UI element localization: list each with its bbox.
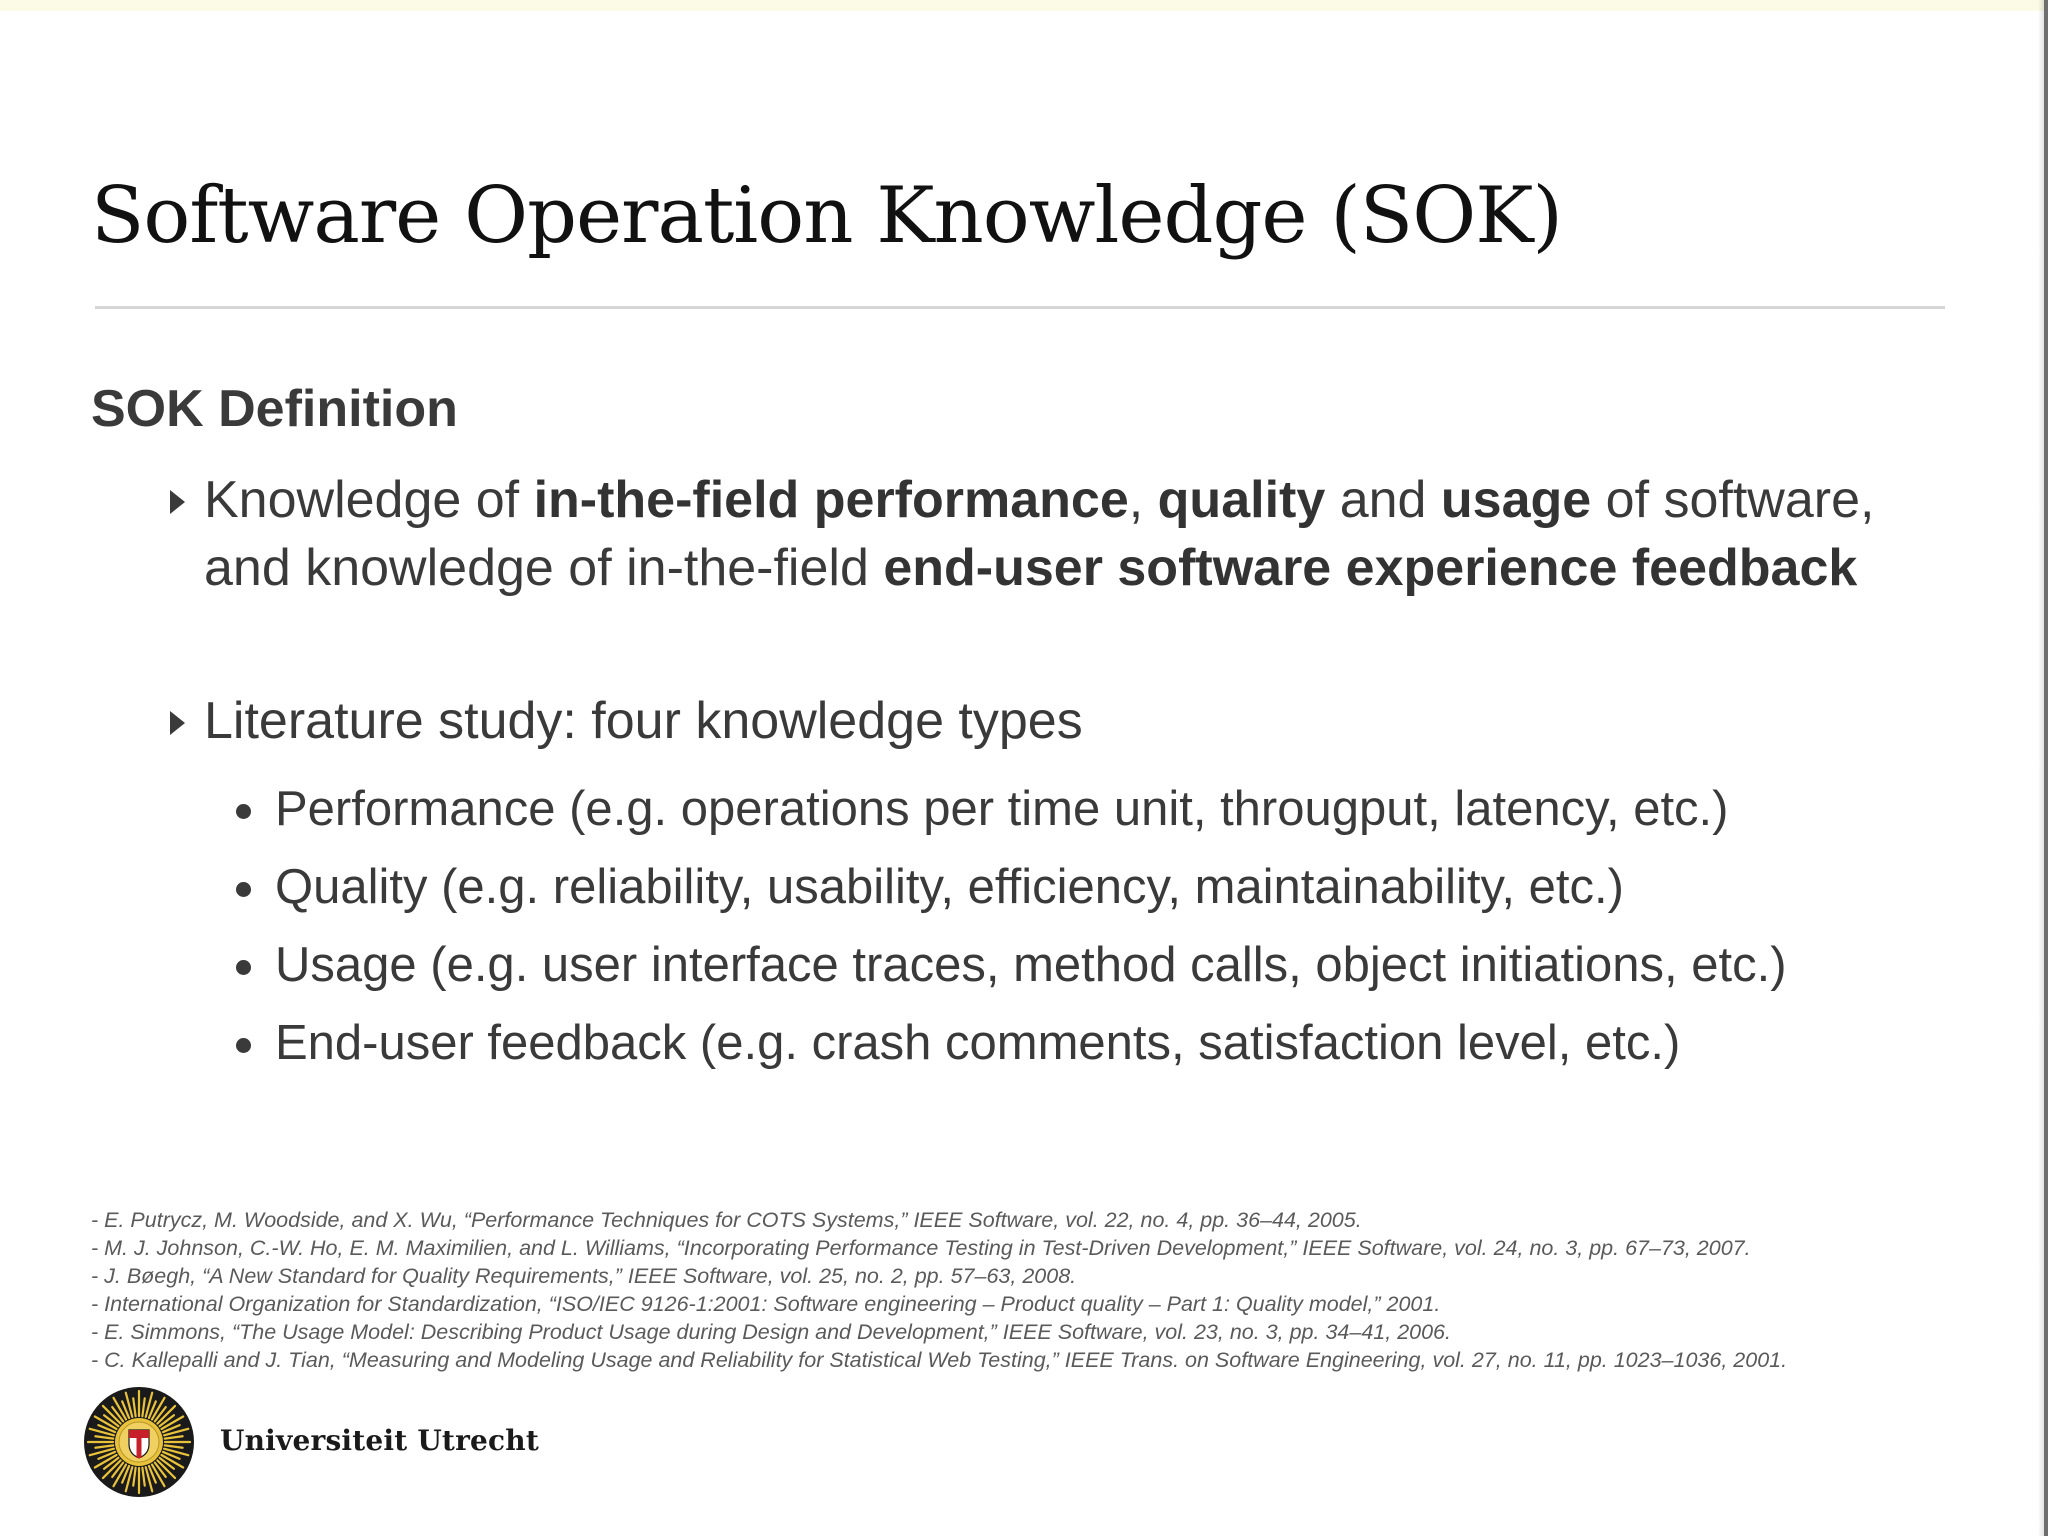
reference-item: - J. Bøegh, “A New Standard for Quality Requirements,” IEEE Software, vol. 25, no. 2, pp. 57–63, 2008. (91, 1264, 1077, 1288)
knowledge-type-text: Usage (e.g. user interface traces, method calls, object initiations, etc.) (275, 938, 1787, 992)
university-seal-icon (83, 1386, 195, 1498)
dot-bullet-icon (236, 804, 251, 819)
literature-text: Literature study: four knowledge types (204, 692, 1083, 750)
triangle-bullet-icon (170, 490, 185, 514)
slide-title: Software Operation Knowledge (SOK) (91, 171, 1562, 261)
knowledge-type-text: End-user feedback (e.g. crash comments, satisfaction level, etc.) (275, 1016, 1681, 1070)
university-name: Universiteit Utrecht (220, 1424, 539, 1457)
top-highlight-strip (0, 0, 2048, 11)
triangle-bullet-icon (170, 711, 185, 735)
knowledge-type-text: Performance (e.g. operations per time unit, througput, latency, etc.) (275, 782, 1729, 836)
knowledge-type-text: Quality (e.g. reliability, usability, efficiency, maintainability, etc.) (275, 860, 1624, 914)
definition-text: Knowledge of in-the-field performance, quality and usage of software, and knowledge of in-the-field end-user software experience feedback (204, 471, 1875, 597)
dot-bullet-icon (236, 1038, 251, 1053)
slide-right-border (2044, 0, 2048, 1536)
dot-bullet-icon (236, 960, 251, 975)
reference-item: - E. Putrycz, M. Woodside, and X. Wu, “Performance Techniques for COTS Systems,” IEEE Software, vol. 22, no. 4, pp. 36–44, 2005. (91, 1208, 1362, 1232)
reference-item: - International Organization for Standardization, “ISO/IEC 9126-1:2001: Software engineering – Product quality – Part 1: Quality model,” 2001. (91, 1292, 1441, 1316)
reference-item: - E. Simmons, “The Usage Model: Describing Product Usage during Design and Development,” IEEE Software, vol. 23, no. 3, pp. 34–41, 2006. (91, 1320, 1451, 1344)
reference-item: - C. Kallepalli and J. Tian, “Measuring and Modeling Usage and Reliability for Statistical Web Testing,” IEEE Trans. on Software Engineering, vol. 27, no. 11, pp. 1023–1036, 2001. (91, 1348, 1788, 1372)
section-heading: SOK Definition (91, 380, 458, 438)
references-list (91, 1206, 1991, 1374)
dot-bullet-icon (236, 882, 251, 897)
reference-item: - M. J. Johnson, C.-W. Ho, E. M. Maximilien, and L. Williams, “Incorporating Performance Testing in Test-Driven Development,” IEEE Software, vol. 24, no. 3, pp. 67–73, 2007. (91, 1236, 1751, 1260)
title-divider (95, 306, 1945, 309)
